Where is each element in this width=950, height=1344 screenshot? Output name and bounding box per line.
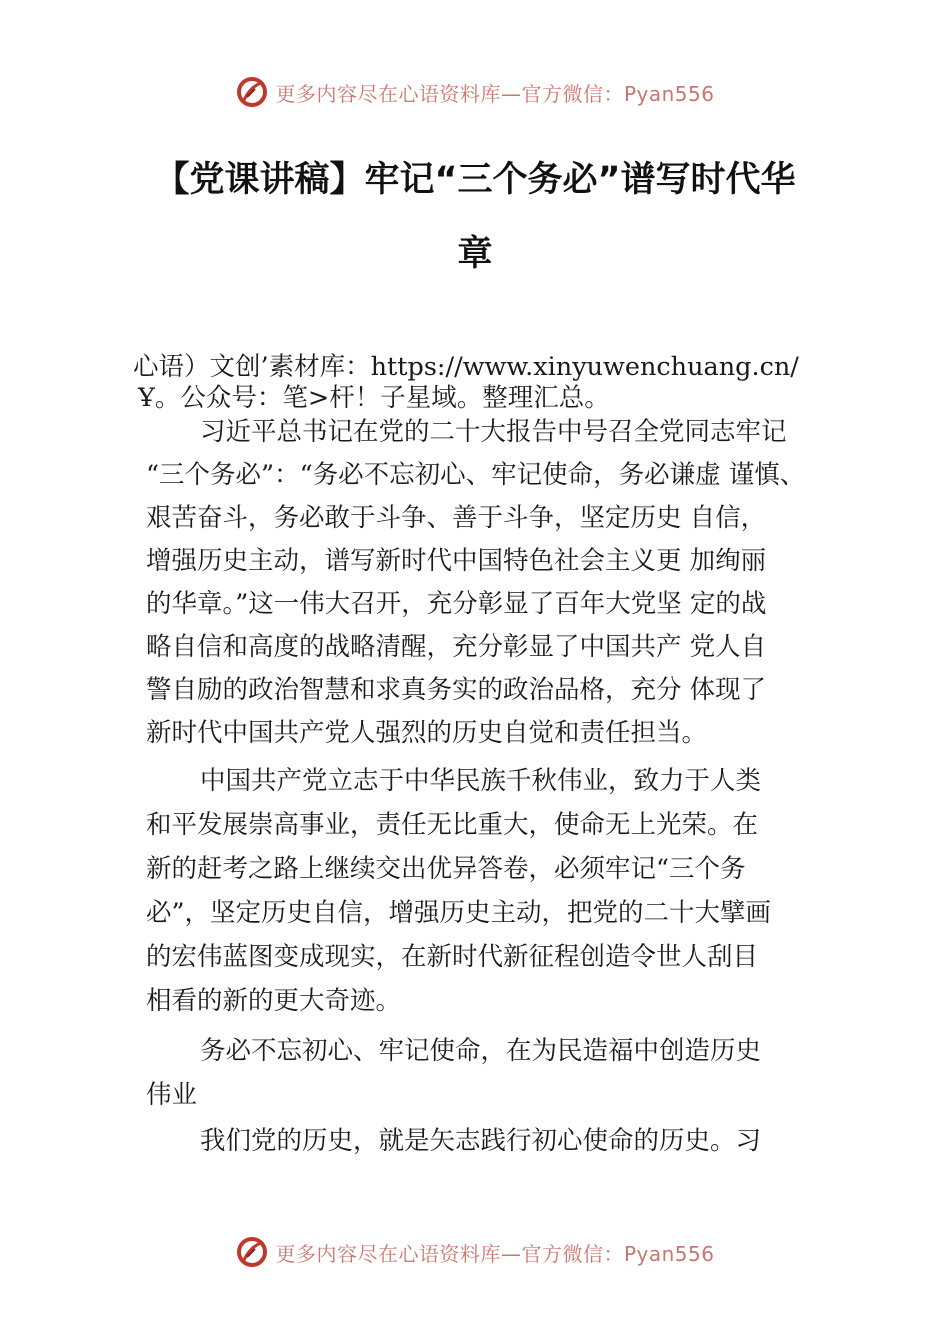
section-heading-line-2: 伟业 (146, 1080, 198, 1110)
footer-banner-text: 更多内容尽在心语资料库—官方微信：Pyan556 (275, 1241, 715, 1266)
brush-logo-icon (235, 1235, 269, 1269)
header-banner-text: 更多内容尽在心语资料库—官方微信：Pyan556 (275, 81, 715, 106)
source-line-1: 心语）文创’素材库：https://www.xinyuwenchuang.cn/ (133, 352, 799, 382)
body-line: 的华章。”这一伟大召开，充分彰显了百年大党坚 定的战 (146, 589, 767, 619)
body-line: 新时代中国共产党人强烈的历史自觉和责任担当。 (146, 718, 708, 748)
document-title-line-1: 【党课讲稿】牢记“三个务必”谱写时代华 (154, 160, 796, 200)
body-line: 习近平总书记在党的二十大报告中号召全党同志牢记 (200, 417, 787, 447)
body-line: 艰苦奋斗，务必敢于斗争、善于斗争，坚定历史 自信， (146, 503, 767, 533)
document-title-line-2: 章 (457, 234, 493, 274)
body-line: 相看的新的更大奇迹。 (146, 986, 402, 1016)
body-line: 新的赶考之路上继续交出优异答卷，必须牢记“三个务 (146, 854, 746, 884)
source-line-2: Ұ。公众号：笔>杆！子星域。整理汇总。 (138, 383, 610, 413)
body-line: “三个务必”：“务必不忘初心、牢记使命，务必谦虚 谨慎、 (146, 460, 806, 490)
body-line: 中国共产党立志于中华民族千秋伟业，致力于人类 (200, 766, 762, 796)
body-line: 增强历史主动，谱写新时代中国特色社会主义更 加绚丽 (146, 546, 767, 576)
body-line: 必”，坚定历史自信，增强历史主动，把党的二十大擘画 (146, 898, 772, 928)
body-line: 我们党的历史，就是矢志践行初心使命的历史。习 (200, 1126, 762, 1156)
brush-logo-icon (235, 75, 269, 109)
body-line: 和平发展崇高事业，责任无比重大，使命无上光荣。在 (146, 810, 759, 840)
header-banner (0, 72, 950, 112)
body-line: 警自励的政治智慧和求真务实的政治品格，充分 体现了 (146, 675, 767, 705)
body-line: 略自信和高度的战略清醒，充分彰显了中国共产 党人自 (146, 632, 767, 662)
footer-banner (0, 1232, 950, 1272)
section-heading-line-1: 务必不忘初心、牢记使命，在为民造福中创造历史 (200, 1036, 762, 1066)
body-line: 的宏伟蓝图变成现实，在新时代新征程创造令世人刮目 (146, 942, 759, 972)
